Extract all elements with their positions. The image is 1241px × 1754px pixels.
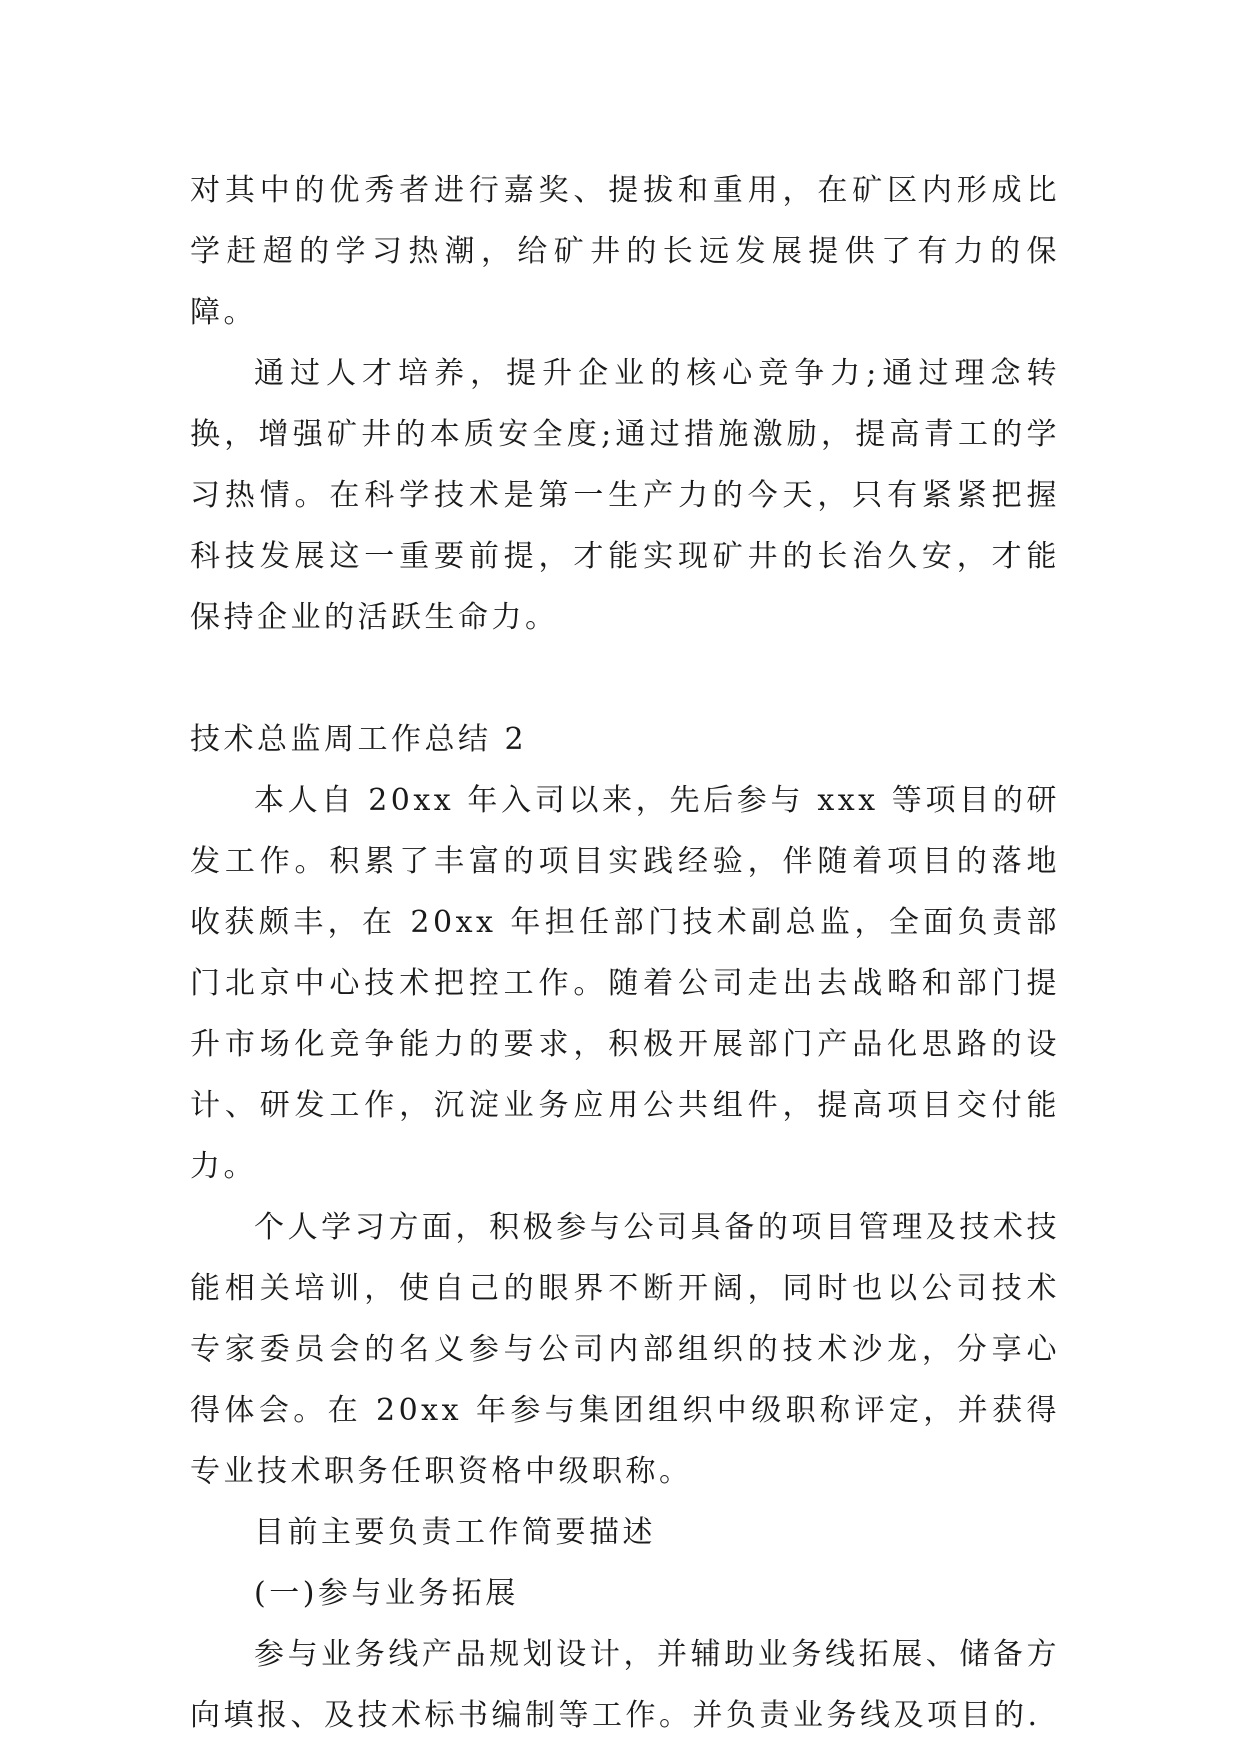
paragraph-summary: 通过人才培养，提升企业的核心竞争力;通过理念转换，增强矿井的本质安全度;通过措施激励，提高青工的学习热情。在科学技术是第一生产力的今天，只有紧紧把握科技发展这一重要前提，才能实现矿井的长治久安，才能保持企业的活跃生命力。 bbox=[190, 356, 1060, 635]
paragraph-personal-study: 个人学习方面，积极参与公司具备的项目管理及技术技能相关培训，使自己的眼界不断开阔，同时也以公司技术专家委员会的名义参与公司内部组织的技术沙龙，分享心得体会。在 20xx 年参与集团组织中级职称评定，并获得专业技术职务任职资格中级职称。 bbox=[190, 1210, 1060, 1489]
paragraph-introduction: 本人自 20xx 年入司以来，先后参与 xxx 等项目的研发工作。积累了丰富的项目实践经验，伴随着项目的落地收获颇丰，在 20xx 年担任部门技术副总监，全面负责部门北京中心技术把控工作。随着公司走出去战略和部门提升市场化竞争能力的要求，积极开展部门产品化思路的设计、研发工作，沉淀业务应用公共组件，提高项目交付能力。 bbox=[190, 783, 1060, 1184]
paragraph-continued: 对其中的优秀者进行嘉奖、提拔和重用，在矿区内形成比学赶超的学习热潮，给矿井的长远发展提供了有力的保障。 bbox=[190, 173, 1060, 330]
section-title: 技术总监周工作总结 2 bbox=[190, 722, 528, 757]
subheading-main-duties: 目前主要负责工作简要描述 bbox=[254, 1515, 656, 1550]
paragraph-business-expansion: 参与业务线产品规划设计，并辅助业务线拓展、储备方向填报、及技术标书编制等工作。并负责业务线及项目的. bbox=[190, 1637, 1060, 1733]
document-body bbox=[190, 160, 1060, 1746]
section-spacer bbox=[190, 648, 1060, 709]
subheading-business-expansion: (一)参与业务拓展 bbox=[254, 1576, 519, 1611]
